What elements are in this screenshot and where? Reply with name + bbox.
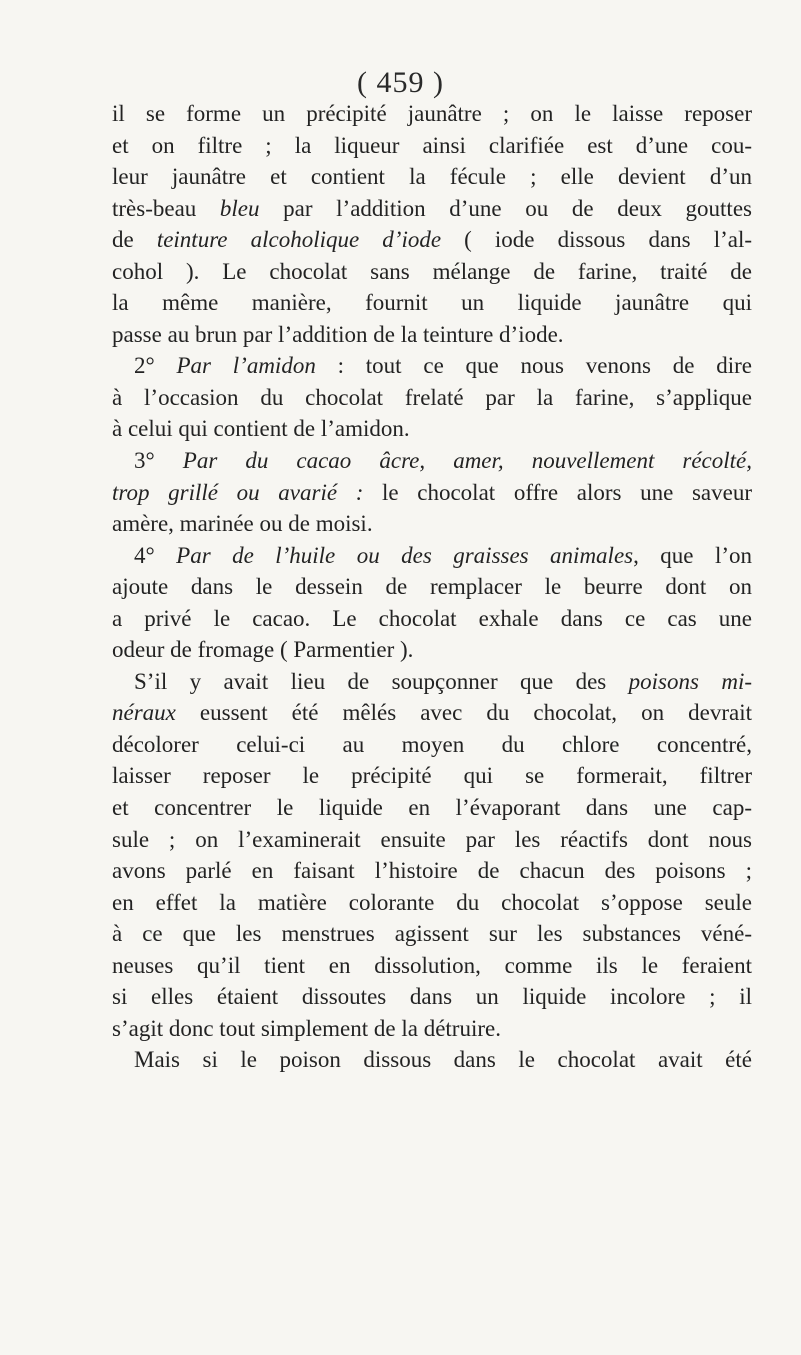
text-segment: leur jaunâtre et contient la fécule ; elle devient d’un <box>112 164 752 190</box>
text-segment: par l’addition d’une ou de deux gouttes <box>259 195 752 221</box>
text-line <box>112 634 752 666</box>
text-line <box>112 918 752 950</box>
text-segment: et on filtre ; la liqueur ainsi clarifiée est d’une cou- <box>112 132 752 158</box>
text-segment: passe au brun par l’addition de la teinture d’iode. <box>112 321 564 347</box>
text-line <box>112 760 752 792</box>
text-line <box>112 161 752 193</box>
text-line <box>112 1013 752 1045</box>
text-segment: le chocolat offre alors une saveur <box>363 479 753 505</box>
text-segment: à celui qui contient de l’amidon. <box>112 416 410 442</box>
text-line <box>112 445 752 477</box>
italic-segment: bleu <box>219 195 260 221</box>
text-segment: la même manière, fournit un liquide jaunâtre qui <box>112 290 752 316</box>
text-line <box>112 193 752 225</box>
text-segment: cohol ). Le chocolat sans mélange de farine, traité de <box>112 258 752 284</box>
body-text <box>112 98 752 1076</box>
text-line <box>112 382 752 414</box>
text-line <box>112 540 752 572</box>
text-segment: en effet la matière colorante du chocolat s’oppose seule <box>112 889 752 915</box>
text-line <box>112 350 752 382</box>
italic-segment: poisons mi- <box>628 668 752 694</box>
text-line <box>112 981 752 1013</box>
text-segment: s’agit donc tout simplement de la détruire. <box>112 1015 501 1041</box>
text-segment: eussent été mêlés avec du chocolat, on devrait <box>175 700 752 726</box>
italic-segment: trop grillé ou avarié : <box>112 479 364 505</box>
text-line <box>112 256 752 288</box>
text-line <box>112 855 752 887</box>
text-line <box>112 950 752 982</box>
text-segment: à ce que les menstrues agissent sur les substances véné- <box>112 921 752 947</box>
text-segment: 3° <box>134 448 183 474</box>
text-segment: à l’occasion du chocolat frelaté par la farine, s’applique <box>112 384 752 410</box>
italic-segment: Par du cacao âcre, amer, nouvellement récolté, <box>182 448 752 474</box>
text-line <box>112 887 752 919</box>
text-segment: décolorer celui-ci au moyen du chlore concentré, <box>112 731 752 757</box>
text-line <box>112 792 752 824</box>
text-segment: S’il y avait lieu de soupçonner que des <box>134 668 629 694</box>
italic-segment: teinture alcoholique d’iode <box>156 227 442 253</box>
text-line <box>112 224 752 256</box>
text-line <box>112 729 752 761</box>
text-segment: , que l’on <box>633 542 753 568</box>
text-segment: : tout ce que nous venons de dire <box>315 353 752 379</box>
text-line <box>112 413 752 445</box>
text-line <box>112 477 752 509</box>
text-line <box>112 508 752 540</box>
text-segment: très-beau <box>112 195 220 221</box>
text-segment: Mais si le poison dissous dans le chocolat avait été <box>134 1047 752 1073</box>
text-segment: et concentrer le liquide en l’évaporant dans une cap- <box>112 795 752 821</box>
text-segment: neuses qu’il tient en dissolution, comme ils le feraient <box>112 952 752 978</box>
text-segment: a privé le cacao. Le chocolat exhale dans ce cas une <box>112 605 752 631</box>
italic-segment: Par de l’huile ou des graisses animales <box>176 542 634 568</box>
text-line <box>112 130 752 162</box>
text-segment: 2° <box>134 353 177 379</box>
text-segment: de <box>112 227 157 253</box>
text-line <box>112 319 752 351</box>
text-line <box>112 287 752 319</box>
text-line <box>112 603 752 635</box>
text-segment: il se forme un précipité jaunâtre ; on le laisse reposer <box>112 101 752 126</box>
text-segment: odeur de fromage ( Parmentier ). <box>112 637 414 663</box>
text-segment: sule ; on l’examinerait ensuite par les réactifs dont nous <box>112 826 752 852</box>
text-segment: si elles étaient dissoutes dans un liquide incolore ; il <box>112 984 752 1010</box>
page-number: ( 459 ) <box>357 66 444 99</box>
text-line <box>112 571 752 603</box>
text-line <box>112 666 752 698</box>
text-segment: 4° <box>134 542 177 568</box>
text-line <box>112 98 752 130</box>
text-line <box>112 824 752 856</box>
text-segment: amère, marinée ou de moisi. <box>112 511 373 537</box>
text-segment: avons parlé en faisant l’histoire de chacun des poisons ; <box>112 858 752 884</box>
italic-segment: Par l’amidon <box>176 353 316 379</box>
text-line <box>112 1044 752 1076</box>
text-line <box>112 697 752 729</box>
text-segment: laisser reposer le précipité qui se formerait, filtrer <box>112 763 752 789</box>
text-segment: ( iode dissous dans l’al- <box>441 227 753 253</box>
italic-segment: néraux <box>112 700 176 726</box>
text-segment: ajoute dans le dessein de remplacer le beurre dont on <box>112 574 752 600</box>
